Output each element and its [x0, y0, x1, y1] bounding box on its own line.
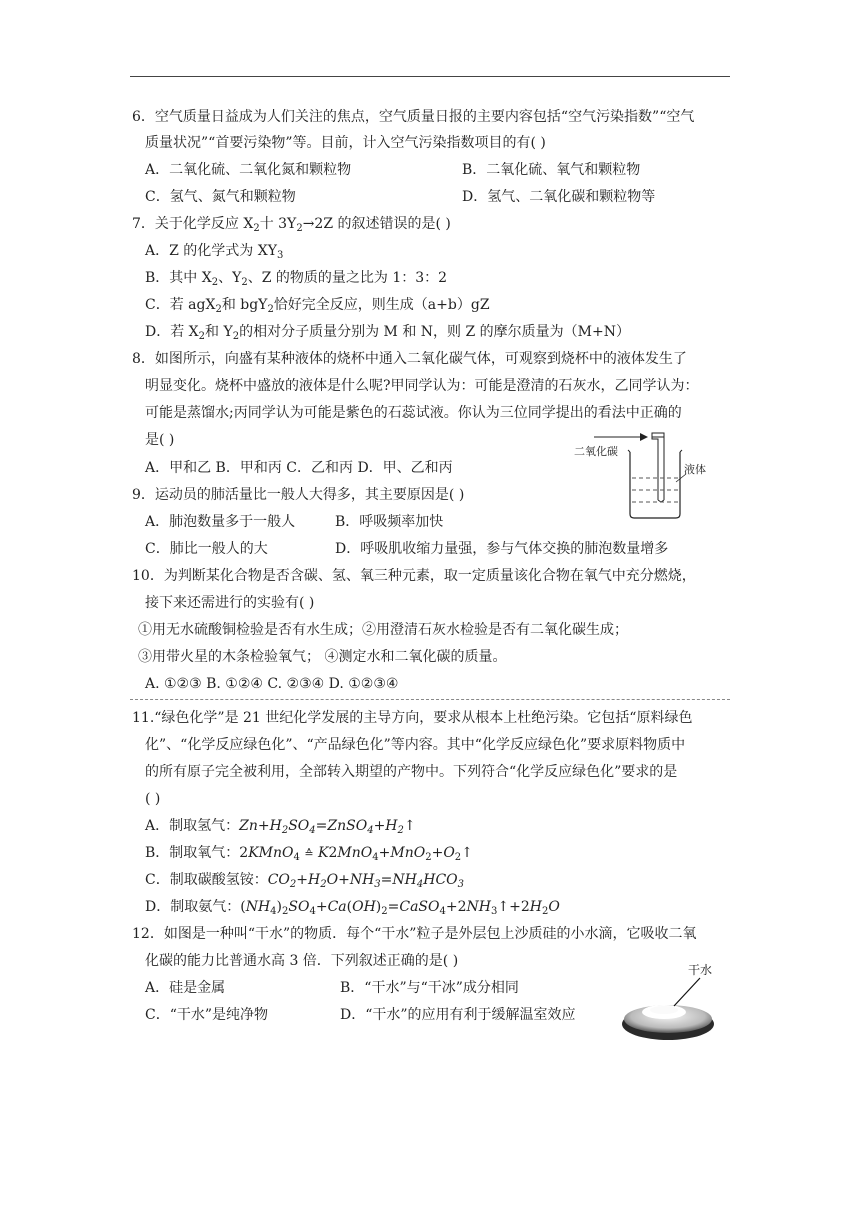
q9-option-d: D．呼吸肌收缩力量强，参与气体交换的肺泡数量增多 [335, 541, 669, 557]
section-divider [130, 699, 730, 700]
q12-option-c: C．“干水”是纯净物 [145, 1007, 269, 1023]
q8-stem-line3: 可能是蒸馏水;丙同学认为可能是紫色的石蕊试液。你认为三位同学提出的看法中正确的 [145, 405, 682, 421]
q9-stem: 9．运动员的肺活量比一般人大得多，其主要原因是( ) [132, 487, 465, 503]
q7-stem: 7．关于化学反应 $X_2$十 $3Y_2\to 2Z$ 的叙述错误的是( ) [132, 216, 451, 234]
q9-option-a: A．肺泡数量多于一般人 [145, 514, 296, 530]
q10-item-line2: ③用带火星的木条检验氧气； ④测定水和二氧化碳的质量。 [138, 649, 507, 665]
q12-option-a: A．硅是金属 [145, 980, 226, 996]
q9-option-b: B．呼吸频率加快 [335, 514, 444, 530]
q11-stem-line2: 化”、“化学反应绿色化”、“产品绿色化”等内容。其中“化学反应绿色化”要求原料物质中 [145, 737, 686, 753]
q10-item-line1: ①用无水硫酸铜检验是否有水生成；②用澄清石灰水检验是否有二氧化碳生成； [138, 622, 628, 638]
q12-option-d: D．“干水”的应用有利于缓解温室效应 [340, 1007, 576, 1023]
q11-option-a: A．制取氢气：$Zn+H_2SO_4=ZnSO_4+H_2↑$ [145, 818, 416, 836]
q8-stem-line4: 是( ) [145, 432, 175, 448]
q12-option-b: B．“干水”与“干冰”成分相同 [340, 980, 519, 996]
figure-label-dry-water: 干水 [688, 963, 713, 977]
q8-stem-line2: 明显变化。烧杯中盛放的液体是什么呢?甲同学认为：可能是澄清的石灰水，乙同学认为： [145, 378, 699, 394]
figure-label-liquid: 液体 [684, 463, 706, 476]
q7-option-b: B．其中 $X_2$、$Y_2$、Z 的物质的量之比为 1：3：2 [145, 270, 448, 288]
q6-option-c: C．氢气、氮气和颗粒物 [145, 189, 296, 205]
q11-stem-line1: 11.“绿色化学”是 21 世纪化学发展的主导方向，要求从根本上杜绝污染。它包括“原料绿色 [132, 710, 693, 726]
q6-option-a: A．二氧化硫、二氧化氮和颗粒物 [145, 162, 352, 178]
beaker-figure [572, 430, 722, 520]
q10-options: A. ①②③ B. ①②④ C. ②③④ D. ①②③④ [145, 676, 399, 692]
dry-water-figure [616, 952, 726, 1044]
q11-option-d: D．制取氨气：$(NH_4)_2SO_4+Ca(OH)_2=CaSO_4+2NH_3↑+2H_2O$ [145, 899, 560, 917]
q11-option-b: B．制取氧气：2KMnO$_4$ ≙ $K2MnO_4+MnO_2+O_2↑$ [145, 845, 473, 863]
q6-option-b: B．二氧化硫、氧气和颗粒物 [462, 162, 641, 178]
q9-option-c: C．肺比一般人的大 [145, 541, 268, 557]
q11-option-c: C．制取碳酸氢铵：$CO_2+H_2O+NH_3=NH_4HCO_3$ [145, 872, 465, 890]
figure-label-gas: 二氧化碳 [574, 445, 618, 458]
q8-options: A．甲和乙 B．甲和丙 C．乙和丙 D．甲、乙和丙 [145, 460, 453, 476]
q12-stem-line1: 12．如图是一种叫“干水”的物质．每个“干水”粒子是外层包上沙质硅的小水滴，它吸收二氧 [132, 926, 697, 942]
q12-stem-line2: 化碳的能力比普通水高 3 倍．下列叙述正确的是( ) [145, 953, 459, 969]
q10-stem-line1: 10．为判断某化合物是否含碳、氢、氧三种元素，取一定质量该化合物在氧气中充分燃烧， [132, 568, 696, 584]
header-rule [130, 76, 730, 77]
q6-option-d: D．氢气、二氧化碳和颗粒物等 [462, 189, 656, 205]
q8-stem-line1: 8．如图所示，向盛有某种液体的烧杯中通入二氧化碳气体，可观察到烧杯中的液体发生了 [132, 351, 687, 367]
q6-stem-line2: 质量状况”“首要污染物”等。目前，计入空气污染指数项目的有( ) [145, 135, 546, 151]
q10-stem-line2: 接下来还需进行的实验有( ) [145, 595, 315, 611]
q7-option-d: D．若 $X_2$和 $Y_2$的相对分子质量分别为 M 和 N，则 Z 的摩尔质量为（M+N） [145, 324, 630, 342]
q6-stem-line1: 6．空气质量日益成为人们关注的焦点，空气质量日报的主要内容包括“空气污染指数”“空气 [132, 109, 695, 125]
q7-option-a: A．Z 的化学式为 $XY_3$ [145, 243, 284, 261]
q11-stem-line4: ( ) [145, 791, 161, 807]
q7-option-c: C．若 agX$_2$和 bgY$_2$恰好完全反应，则生成（a+b）gZ [145, 297, 490, 315]
q11-stem-line3: 的所有原子完全被利用，全部转入期望的产物中。下列符合“化学反应绿色化”要求的是 [145, 764, 678, 780]
